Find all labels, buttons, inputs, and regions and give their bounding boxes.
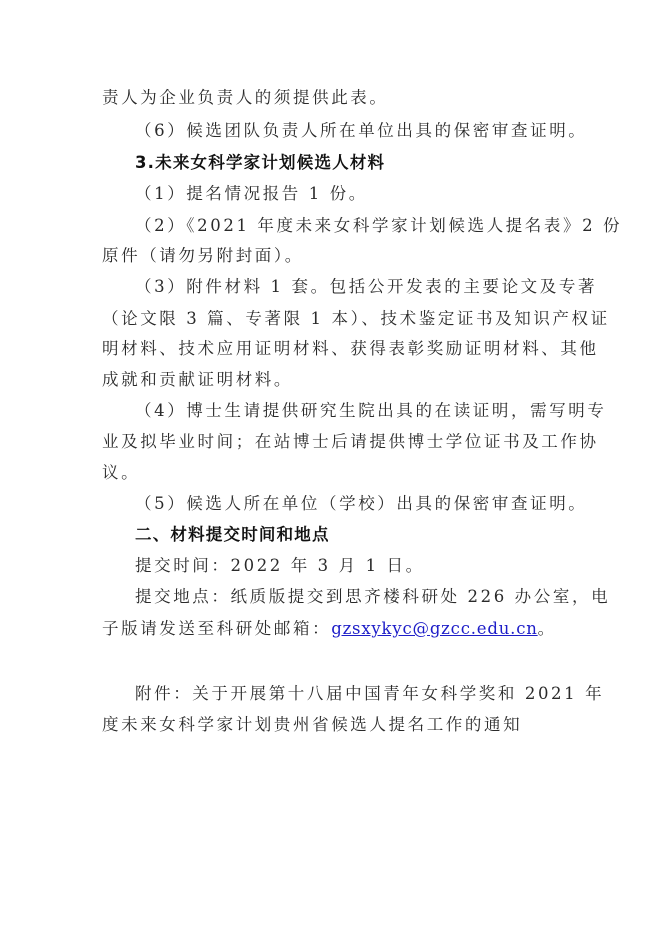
paragraph-line: 责人为企业负责人的须提供此表。 <box>102 88 389 107</box>
attachment-line: 附件：关于开展第十八届中国青年女科学奖和 2021 年 <box>135 684 605 703</box>
list-item-3: （3）附件材料 1 套。包括公开发表的主要论文及专著 <box>135 277 598 296</box>
paragraph-line: 明材料、技术应用证明材料、获得表彰奖励证明材料、其他 <box>102 339 599 358</box>
email-line <box>102 619 557 639</box>
paragraph-line: 原件（请勿另附封面）。 <box>102 246 304 265</box>
paragraph-line: 议。 <box>102 463 141 482</box>
attachment-title: 度未来女科学家计划贵州省候选人提名工作的通知 <box>102 715 523 734</box>
section-heading-submission: 二、材料提交时间和地点 <box>135 525 330 544</box>
submission-location: 提交地点：纸质版提交到思齐楼科研处 226 办公室，电 <box>135 587 611 606</box>
section-heading-future-women-scientists: 3.未来女科学家计划候选人材料 <box>135 153 386 172</box>
list-item-1: （1）提名情况报告 1 份。 <box>135 184 368 203</box>
submission-time: 提交时间：2022 年 3 月 1 日。 <box>135 556 425 575</box>
email-label: 子版请发送至科研处邮箱： <box>102 619 332 638</box>
paragraph-line: 成就和贡献证明材料。 <box>102 370 293 389</box>
email-end: 。 <box>537 619 557 638</box>
list-item-6: （6）候选团队负责人所在单位出具的保密审查证明。 <box>135 121 588 140</box>
list-item-4: （4）博士生请提供研究生院出具的在读证明，需写明专 <box>135 401 607 420</box>
list-item-2: （2）《2021 年度未来女科学家计划候选人提名表》2 份 <box>135 216 623 235</box>
paragraph-line: 业及拟毕业时间；在站博士后请提供博士学位证书及工作协 <box>102 432 599 451</box>
list-item-5: （5）候选人所在单位（学校）出具的保密审查证明。 <box>135 494 588 513</box>
email-link[interactable]: gzsxykyc@gzcc.edu.cn <box>331 619 538 638</box>
paragraph-line: （论文限 3 篇、专著限 1 本）、技术鉴定证书及知识产权证 <box>102 309 610 328</box>
